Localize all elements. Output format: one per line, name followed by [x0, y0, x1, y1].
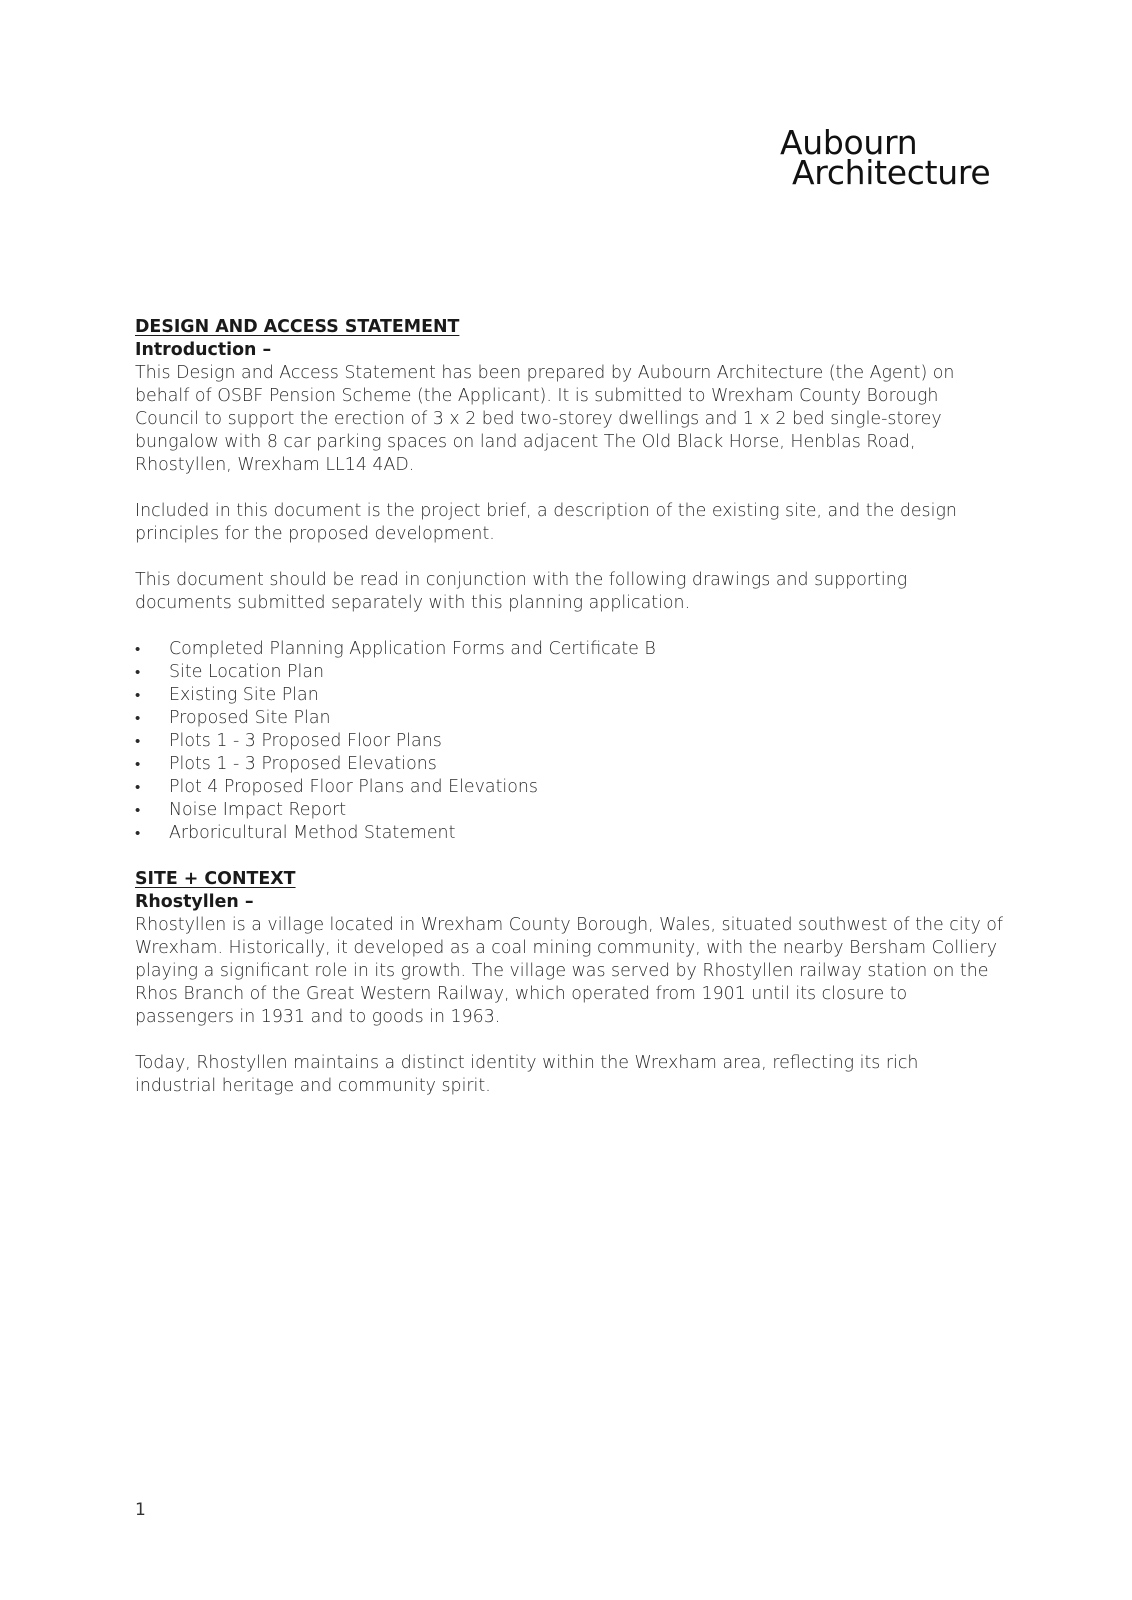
list-item: • Noise Impact Report — [135, 799, 1005, 822]
logo-line-2: Architecture — [792, 153, 991, 192]
intro-paragraph-1: This Design and Access Statement has been prepared by Aubourn Architecture (the Agent) on behalf of OSBF Pension Scheme (the Applicant). It is submitted to Wrexham County Borough Council to support the erection of 3 x 2 bed two-storey dwellings and 1 x 2 bed single-storey bungalow with 8 car parking spaces on land adjacent The Old Black Horse, Henblas Road, Rhostyllen, Wrexham LL14 4AD. — [135, 363, 955, 475]
list-item: • Plot 4 Proposed Floor Plans and Elevations — [135, 776, 1005, 799]
intro-paragraph-2: Included in this document is the project brief, a description of the existing site, and the design principles for the proposed development. — [135, 501, 957, 544]
rhostyllen-heading: Rhostyllen – — [135, 892, 254, 912]
supporting-documents-list — [135, 638, 1005, 845]
document-title: DESIGN AND ACCESS STATEMENT — [135, 317, 460, 337]
intro-paragraph-3: This document should be read in conjunction with the following drawings and supporting documents submitted separately with this planning application. — [135, 570, 908, 613]
list-item: • Completed Planning Application Forms and Certificate B — [135, 638, 1005, 661]
list-item: • Site Location Plan — [135, 661, 1005, 684]
page-number: 1 — [135, 1500, 146, 1520]
list-item: • Arboricultural Method Statement — [135, 822, 1005, 845]
site-paragraph-2: Today, Rhostyllen maintains a distinct identity within the Wrexham area, reflecting its rich industrial heritage and community spirit. — [135, 1053, 919, 1096]
list-item: • Plots 1 - 3 Proposed Elevations — [135, 753, 1005, 776]
site-paragraph-1: Rhostyllen is a village located in Wrexham County Borough, Wales, situated southwest of the city of Wrexham. Historically, it developed as a coal mining community, with the nearby Bersham Colliery playing a significant role in its growth. The village was served by Rhostyllen railway station on the Rhos Branch of the Great Western Railway, which operated from 1901 until its closure to passengers in 1931 and to goods in 1963. — [135, 915, 1004, 1027]
introduction-heading: Introduction – — [135, 340, 272, 360]
list-item: • Plots 1 - 3 Proposed Floor Plans — [135, 730, 1005, 753]
list-item: • Existing Site Plan — [135, 684, 1005, 707]
company-logo — [780, 123, 991, 192]
document-body — [135, 316, 1005, 1121]
list-item: • Proposed Site Plan — [135, 707, 1005, 730]
site-context-heading: SITE + CONTEXT — [135, 869, 296, 889]
logo-line-1: Aubourn — [780, 123, 918, 162]
